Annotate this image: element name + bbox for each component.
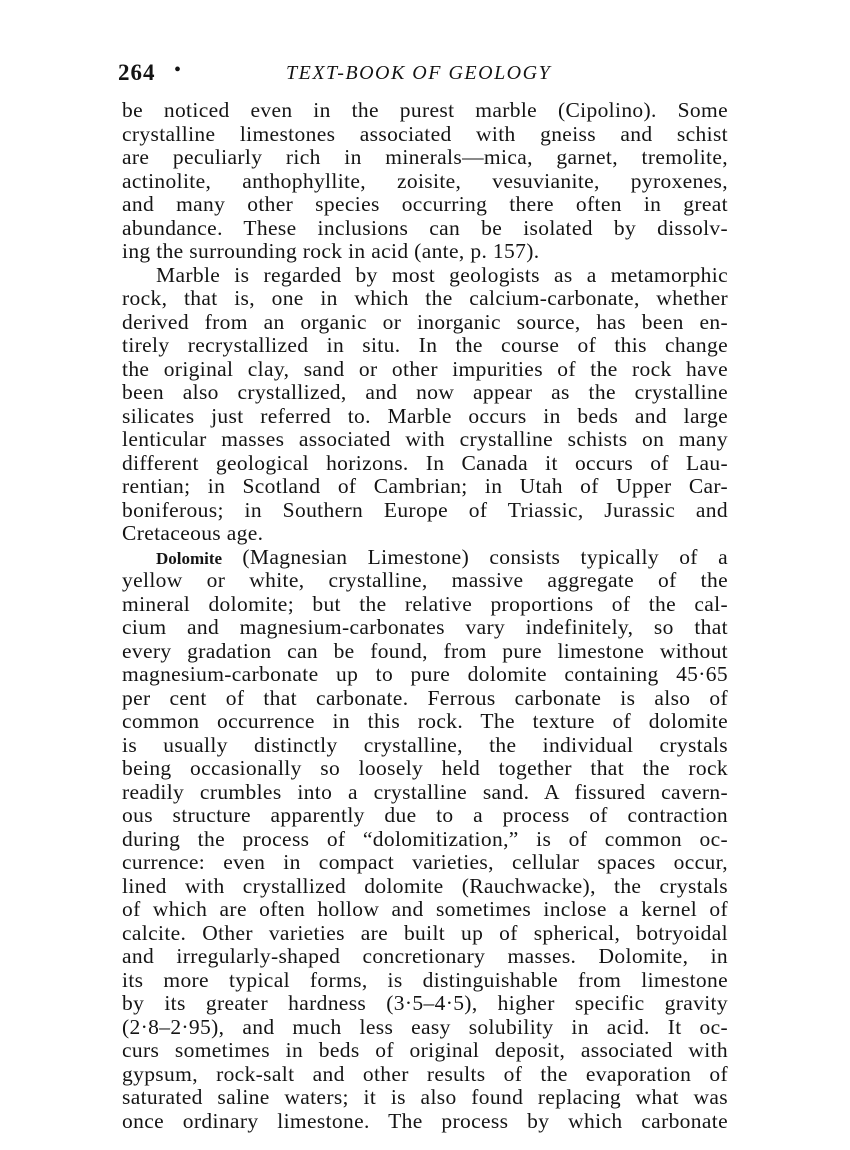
text-line: gypsum, rock-salt and other results of the evaporation of [122,1061,728,1086]
text-line: currence: even in compact varieties, cellular spaces occur, [122,850,728,874]
text-line: lenticular masses associated with crystalline schists on many [122,427,728,451]
text-line [122,546,728,570]
text-line: silicates just referred to. Marble occurs in beds and large [122,403,728,428]
text-line: and many other species occurring there often in great [122,192,728,216]
text-line: magnesium-carbonate up to pure dolomite containing 45·65 [122,662,728,686]
text-line: be noticed even in the purest marble (Cipolino). Some [122,98,728,122]
body-text [122,99,728,1133]
text-line: ing the surrounding rock in acid (ante, p. 157). [122,239,540,263]
text-line: are peculiarly rich in minerals—mica, garnet, tremolite, [122,145,728,169]
text-line: rock, that is, one in which the calcium-carbonate, whether [122,286,728,310]
text-line: common occurrence in this rock. The texture of dolomite [122,709,728,733]
text-line: (2·8–2·95), and much less easy solubility in acid. It oc- [122,1014,728,1039]
text-line: Marble is regarded by most geologists as a metamorphic [156,262,728,287]
paragraph-dolomite [122,546,728,1134]
page-number-mark: • [174,59,182,81]
text-line: and irregularly-shaped concretionary masses. Dolomite, in [122,944,728,968]
text-line: yellow or white, crystalline, massive aggregate of the [122,568,728,592]
text-line: derived from an organic or inorganic source, has been en- [122,309,728,334]
text-line: actinolite, anthophyllite, zoisite, vesuvianite, pyroxenes, [122,168,728,193]
text-line: by its greater hardness (3·5–4·5), higher specific gravity [122,991,728,1015]
text-line: is usually distinctly crystalline, the individual crystals [122,732,728,757]
text-line: boniferous; in Southern Europe of Triassic, Jurassic and [122,497,728,522]
text-line: once ordinary limestone. The process by which carbonate [122,1108,728,1133]
text-line: crystalline limestones associated with gneiss and schist [122,121,728,146]
paragraph-cipolino [122,99,728,264]
text-line: lined with crystallized dolomite (Rauchwacke), the crystals [122,873,728,898]
text-line: the original clay, sand or other impurities of the rock have [122,356,728,381]
running-head [118,60,730,88]
section-heading-dolomite: Dolomite [156,548,223,568]
text-line: its more typical forms, is distinguishable from limestone [122,967,728,992]
text-line: of which are often hollow and sometimes inclose a kernel of [122,897,728,921]
page-number: 264 [118,60,156,85]
text-line: during the process of “dolomitization,” is of common oc- [122,826,728,851]
text-line: readily crumbles into a crystalline sand. A fissured cavern- [122,779,728,804]
text-line: been also crystallized, and now appear as the crystalline [122,380,728,404]
text-line: Cretaceous age. [122,521,264,545]
text-line: abundance. These inclusions can be isolated by dissolv- [122,215,728,240]
running-title: TEXT-BOOK OF GEOLOGY [286,62,552,84]
text-line: saturated saline waters; it is also found replacing what was [122,1085,728,1109]
text-run: (Magnesian Limestone) consists typically of a [242,544,728,569]
text-line: rentian; in Scotland of Cambrian; in Utah of Upper Car- [122,474,728,498]
text-line: different geological horizons. In Canada it occurs of Lau- [122,450,728,475]
text-line: cium and magnesium-carbonates vary indefinitely, so that [122,615,728,639]
paragraph-marble [122,264,728,546]
text-line: every gradation can be found, from pure limestone without [122,638,728,663]
text-line: mineral dolomite; but the relative proportions of the cal- [122,591,728,616]
text-line: curs sometimes in beds of original deposit, associated with [122,1038,728,1062]
text-line: per cent of that carbonate. Ferrous carbonate is also of [122,685,728,710]
text-line: being occasionally so loosely held together that the rock [122,756,728,780]
text-line: ous structure apparently due to a process of contraction [122,803,728,827]
text-line: calcite. Other varieties are built up of spherical, botryoidal [122,920,728,945]
text-line: tirely recrystallized in situ. In the course of this change [122,333,728,357]
